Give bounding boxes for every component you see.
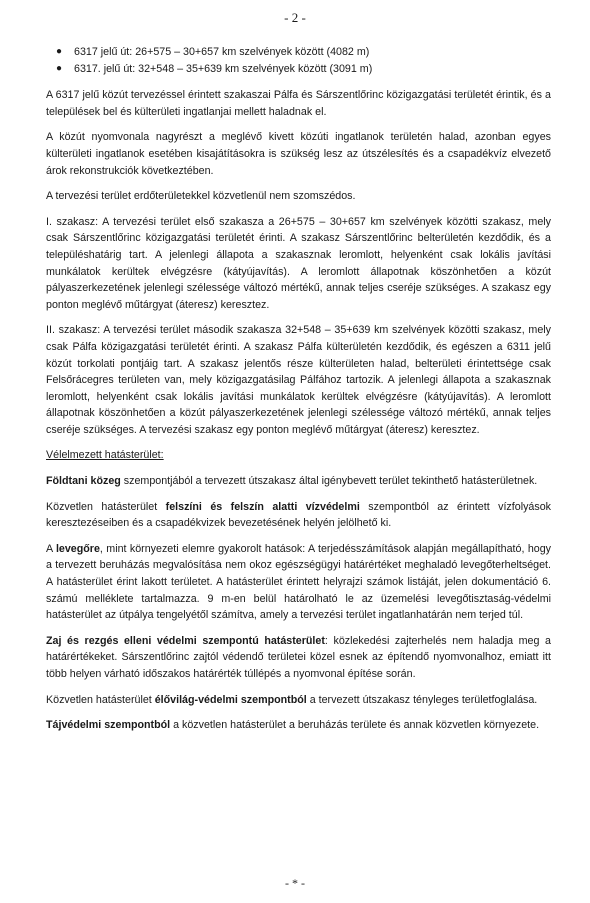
bullet-icon: ● — [56, 62, 63, 74]
bullet-icon: ● — [56, 46, 63, 57]
paragraph-noise — [46, 633, 551, 683]
paragraph-section-two: II. szakasz: A tervezési terület második szakasza 32+548 – 35+639 km szelvények közötti szakasz, mely csak Pálfa közigazgatási területét érinti. A szakasz Pálfa külterületén kezdődik, és egészen a 6311 jelű közút torkolati pontjáig tart. A szakasz jelentős része külterületen halad, belterületi érintettsége csak Felsőrácegres területen van, mely közigazgatásilag Pálfához tartozik. A jelenlegi állapota a szakasznak leromlott, helyenként csak lokális javítási munkálatok kerültek elvégzésre (kátyújavítás). A leromlott állapotnak köszönhetően a közút pályaszerkezetének jelenlegi szélessége változó mértékű, annak teljes cseréje szükséges. A tervezési szakasz egy ponton meglévő műtárgyat (áteresz) keresztez. — [46, 324, 551, 436]
footer-mark: - * - — [285, 876, 305, 890]
wildlife-text: a tervezett útszakasz tényleges területfoglalása. — [306, 693, 538, 706]
landscape-text: a közvetlen hatásterület a beruházás területe és annak közvetlen környezete. — [170, 719, 540, 732]
section-heading — [46, 447, 551, 464]
heading-text: Vélelmezett hatásterület: — [46, 449, 164, 462]
water-text: szempontból az érintett vízfolyások keresztezéseiben és a csapadékvizek bevezetésének helyén jelölhető ki. — [46, 500, 551, 530]
paragraph-water — [46, 499, 551, 532]
air-term: levegőre — [55, 542, 100, 555]
paragraph-wildlife — [46, 692, 551, 709]
road-section-list — [46, 44, 551, 77]
list-item — [46, 61, 551, 78]
wildlife-term: élővilág-védelmi szempontból — [154, 693, 307, 706]
paragraph-forest: A tervezési terület erdőterületekkel közvetlenül nem szomszédos. — [46, 190, 356, 203]
air-intro: A — [46, 542, 56, 555]
wildlife-intro: Közvetlen hatásterület — [46, 693, 155, 706]
noise-text: : közlekedési zajterhelés nem haladja meg a határértékeket. Sárszentlőrinc zajtól védendő területei közel esnek az építendő nyomvonalhoz, emiatt itt több helyen várható időszakos határérték túllépés a nyomvonal építése során. — [46, 634, 551, 680]
list-item — [46, 44, 551, 61]
list-item-text: 6317 jelű út: 26+575 – 30+657 km szelvények között (4082 m) — [74, 46, 370, 58]
paragraph-landscape — [46, 717, 551, 734]
page-number: - 2 - — [284, 10, 306, 25]
landscape-term: Tájvédelmi szempontból — [46, 719, 171, 732]
paragraph-section-one: I. szakasz: A tervezési terület első szakasza a 26+575 – 30+657 km szelvények közötti szakasz, mely csak Sárszentlőrinc közigazgatási területét érinti. A szakasz Sárszentlőrinc belterületén kezdődik, és a településhatárig tart. A jelenlegi állapota a szakasznak leromlott, helyenként csak lokális javítási munkálatok kerültek elvégzésre (kátyújavítás). A leromlott állapotnak köszönhetően a közút pályaszerkezetének jelenlegi szélessége változó mértékű, annak teljes cseréje szükséges. A szakasz egy ponton meglévő műtárgyat (áteresz) keresztez. — [46, 215, 551, 311]
paragraph-geology — [46, 473, 551, 490]
geology-term: Földtani közeg — [46, 475, 121, 488]
list-item-text: 6317. jelű út: 32+548 – 35+639 km szelvények között (3091 m) — [74, 62, 373, 75]
paragraph-route: A közút nyomvonala nagyrészt a meglévő kivett közúti ingatlanok területén halad, azonban egyes külterületi ingatlanok esetében kisajátításokra is szükség lesz az útszélesítés és a csapadékvíz elvezető árok rekonstrukciók következtében. — [46, 131, 551, 177]
geology-text: szempontjából a tervezett útszakasz által igénybevett terület tekinthető hatásterületnek. — [120, 475, 538, 488]
paragraph-affected-areas: A 6317 jelű közút tervezéssel érintett szakaszai Pálfa és Sárszentlőrinc közigazgatási területét érintik, és a települések bel és külterületi ingatlanjai mellett haladnak el. — [46, 89, 551, 118]
water-intro: Közvetlen hatásterület — [46, 500, 166, 513]
noise-term: Zaj és rezgés elleni védelmi szempontú hatásterület — [46, 634, 325, 647]
water-term: felszíni és felszín alatti vízvédelmi — [165, 500, 360, 513]
air-text: , mint környezeti elemre gyakorolt hatások: A terjedésszámítások alapján megállapítható, hogy a tervezett beruházás megvalósítása nem okoz egészségügyi határértéket meghaladó levegőterheltséget. A hatásterület érint lakott területet. A hatásterület érintett helyrajzi számok listáját, jelen dokumentáció 6. számú melléklete tartalmazza. 9 m-en belül határolható le az üzemelési levegőtisztaság-védelmi hatásterület az útpálya tengelyétől számítva, amely a tervezési terület ingatlanhatárán nem terjed túl. — [46, 542, 551, 622]
paragraph-air — [46, 541, 551, 624]
document-body — [46, 44, 551, 743]
